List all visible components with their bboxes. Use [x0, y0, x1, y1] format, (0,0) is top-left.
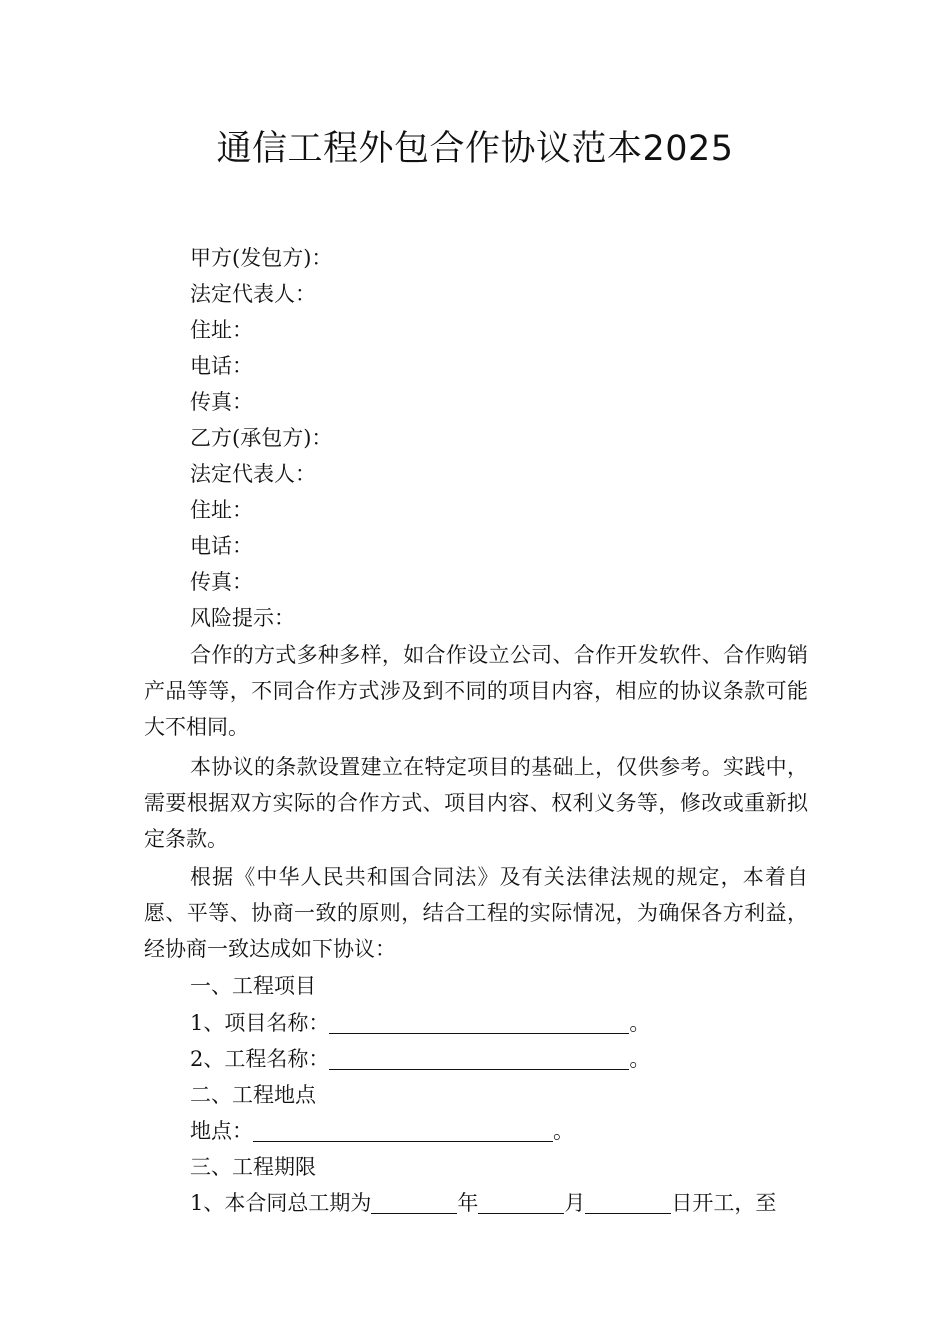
month-label: 月: [564, 1191, 586, 1215]
preamble-paragraph: [144, 859, 808, 967]
risk-paragraph-1: [144, 637, 808, 745]
risk-paragraph-1-text: 合作的方式多种多样，如合作设立公司、合作开发软件、合作购销产品等等，不同合作方式涉及到不同的项目内容，相应的协议条款可能大不相同。: [144, 643, 808, 739]
party-b-heading: 乙方(承包方)：: [190, 426, 333, 450]
document-title: 通信工程外包合作协议范本2025: [216, 129, 734, 169]
party-a-heading: 甲方(发包方)：: [190, 246, 333, 270]
start-day-blank[interactable]: [585, 1191, 671, 1214]
project-name-label: 1、项目名称：: [190, 1011, 330, 1035]
location-end: 。: [553, 1119, 574, 1143]
location-line: [190, 1113, 574, 1149]
location-label: 地点：: [190, 1119, 253, 1143]
duration-line: [190, 1185, 776, 1221]
party-b-fax: 传真：: [190, 570, 253, 594]
party-a-address: 住址：: [190, 318, 253, 342]
preamble-text: 根据《中华人民共和国合同法》及有关法律法规的规定，本着自愿、平等、协商一致的原则，结合工程的实际情况，为确保各方利益，经协商一致达成如下协议：: [144, 865, 808, 961]
work-name-end: 。: [629, 1047, 651, 1071]
risk-paragraph-2: [144, 749, 808, 857]
project-name-end: 。: [629, 1011, 651, 1035]
section-1-heading: 一、工程项目: [190, 974, 316, 998]
start-year-blank[interactable]: [371, 1191, 457, 1214]
risk-paragraph-2-text: 本协议的条款设置建立在特定项目的基础上，仅供参考。实践中，需要根据双方实际的合作方式、项目内容、权利义务等，修改或重新拟定条款。: [144, 755, 808, 851]
party-b-phone: 电话：: [190, 534, 253, 558]
duration-prefix: 1、本合同总工期为: [190, 1191, 372, 1215]
party-a-fax: 传真：: [190, 390, 253, 414]
party-a-phone: 电话：: [190, 354, 253, 378]
section-2-heading: 二、工程地点: [190, 1083, 316, 1107]
section-3-heading: 三、工程期限: [190, 1155, 316, 1179]
project-name-line: [190, 1005, 650, 1041]
work-name-blank[interactable]: [329, 1047, 629, 1070]
start-month-blank[interactable]: [478, 1191, 564, 1214]
day-suffix: 日开工，至: [671, 1191, 777, 1215]
year-label: 年: [457, 1191, 479, 1215]
party-b-address: 住址：: [190, 498, 253, 522]
location-blank[interactable]: [253, 1119, 553, 1142]
party-b-legal-rep: 法定代表人：: [190, 462, 316, 486]
party-a-legal-rep: 法定代表人：: [190, 282, 316, 306]
project-name-blank[interactable]: [329, 1011, 629, 1034]
risk-heading: 风险提示：: [190, 606, 295, 630]
work-name-label: 2、工程名称：: [190, 1047, 330, 1071]
work-name-line: [190, 1041, 650, 1077]
